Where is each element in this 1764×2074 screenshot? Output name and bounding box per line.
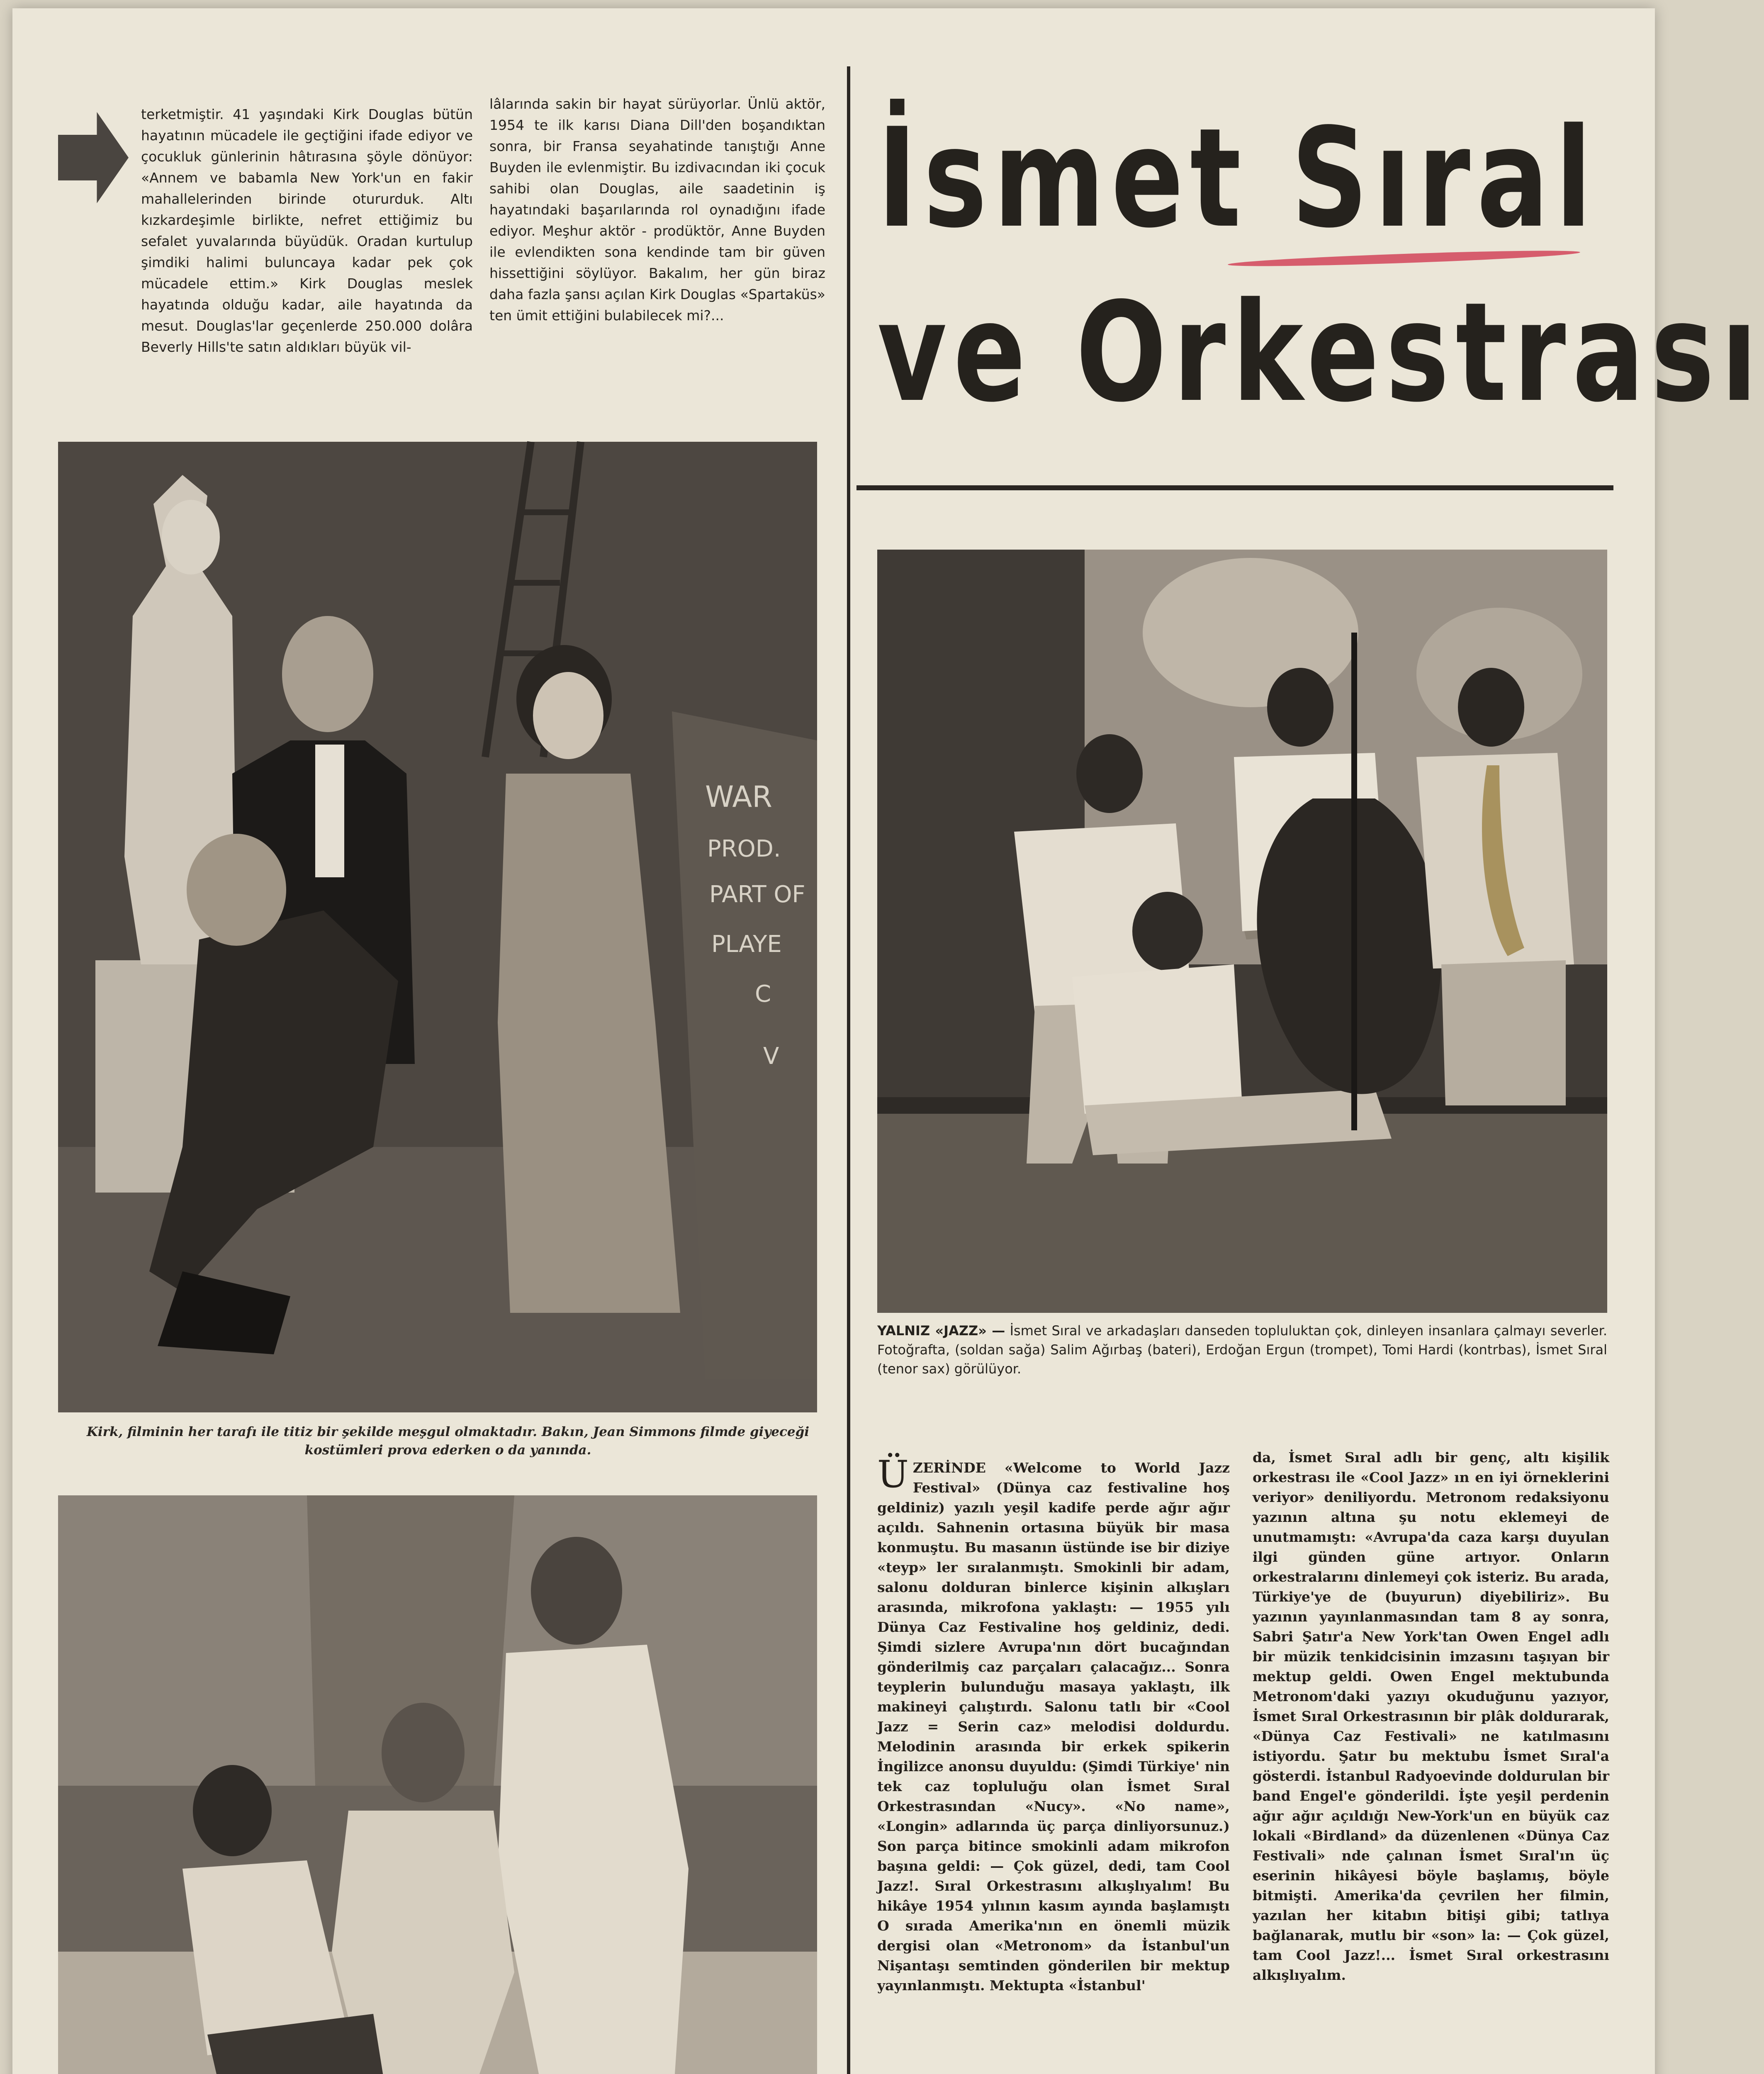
photo-jazz-band [877, 550, 1607, 1313]
board-text-3: PART OF [709, 881, 805, 908]
photo-caption-costume: Kirk, filminin her tarafı ile titiz bir şekilde meşgul olmaktadır. Bakın, Jean Simmons filmde giyeceği kostümleri prova ederken o da yanında. [86, 1424, 810, 1458]
caption-band-lead: YALNIZ «JAZZ» — [877, 1323, 1005, 1339]
vertical-column-rule [847, 66, 850, 2074]
board-text-2: PROD. [707, 835, 781, 862]
photo-set-conversation [58, 1495, 817, 2074]
photo-caption-band [877, 1321, 1607, 1378]
board-text-6: V [763, 1043, 779, 1070]
board-text-5: C [755, 981, 771, 1008]
caption-band-text: İsmet Sıral ve arkadaşları danseden topluluktan çok, dinleyen insanlara çalmayı severler. Fotoğrafta, (soldan sağa) Salim Ağırbaş (bateri), Erdoğan Ergun (trompet), Tomi Hardi (kontrbas), İsmet Sıral (tenor sax) görülüyor. [877, 1323, 1608, 1377]
headline-line-1: İsmet Sıral [877, 99, 1599, 258]
board-text-1: WAR [705, 780, 772, 814]
article-column-1 [877, 1453, 1230, 1996]
arrow-marker-icon [58, 112, 129, 203]
headline-line-2: ve Orkestrası [877, 273, 1764, 432]
horizontal-rule [856, 485, 1613, 490]
photo-jazz-band-image [877, 550, 1607, 1313]
photo-costume-fitting-image [58, 442, 817, 1412]
board-text-4: PLAYE [711, 931, 782, 958]
intro-column-right: lâlarında sakin bir hayat sürüyorlar. Ünlü aktör, 1954 te ilk karısı Diana Dill'den boşandıktan sonra, bir Fransa seyahatinde tanıştığı Anne Buyden ile evlenmiştir. Bu izdivacından iki çocuk sahibi olan Douglas, aile saadetinin iş hayatındaki başarılarında rol oynadığını ifade ediyor. Meşhur aktör - prodüktör, Anne Buyden ile evlendikten sona kendinde tam bir güven hissettiğini söylüyor. Bakalım, her gün biraz daha fazla şansı açılan Kirk Douglas «Spartaküs» ten ümit ettiğini bulabilecek mi?... [489, 96, 825, 324]
intro-column-left: terketmiştir. 41 yaşındaki Kirk Douglas bütün hayatının mücadele ile geçtiğini ifade ediyor ve çocukluk günlerinin hâtırasına şöyle dönüyor: «Annem ve babamla New York'un en fakir mahallelerinden birinde otururduk. Altı kızkardeşimle birlikte, nefret ettiğimiz bu sefalet yuvalarında büyüdük. Oradan kurtulup şimdiki halimi buluncaya kadar pek çok mücadele ettim.» Kirk Douglas meslek hayatında olduğu kadar, aile hayatında da mesut. Douglas'lar geçenlerde 250.000 dolâra Beverly Hills'te satın aldıkları büyük vil- [141, 106, 473, 355]
newspaper-page [12, 8, 1764, 2074]
photo-costume-fitting [58, 442, 817, 1412]
article-column-2-text: da, İsmet Sıral adlı bir genç, altı kişilik orkestrası ile «Cool Jazz» ın en iyi örneklerini veriyor» deniliyordu. Metronom redaksiyonu yazının altına şu notu eklemeyi de unutmamıştı: «Avrupa'da caza karşı duyulan ilgi günden güne artıyor. Onların orkestralarını dinlemeyi çok isteriz. Bu arada, Türkiye'ye de (buyurun) diyebiliriz». Bu yazının yayınlanmasından tam 8 ay sonra, Sabri Şatır'a New York'tan Owen Engel adlı bir müzik tenkidcisinin imzasını taşıyan bir mektup geldi. Owen Engel mektubunda Metronom'daki yazıyı okuduğunu yazıyor, İsmet Sıral Orkestrasının bir plâk doldurarak, «Dünya Caz Festivali» ne katılmasını istiyordu. Şatır bu mektubu İsmet Sıral'a gösterdi. İstanbul Radyoevinde doldurulan bir band Engel'e gönderildi. İşte yeşil perdenin ağır ağır açıldığı New-York'un en büyük caz lokali «Birdland» da düzenlenen «Dünya Caz Festivali» nde çalınan İsmet Sıral'ın üç eserinin hikâyesi böyle başlamış, böyle bitmişti. Amerika'da çevrilen her filmin, yazılan her kitabın bitişi gibi; tatlıya bağlanarak, mutlu bir «son» la: — Çok güzel, tam Cool Jazz!... İsmet Sıral orkestrasını alkışlıyalım. [1253, 1449, 1609, 1983]
photo-set-conversation-image [58, 1495, 817, 2074]
article-column-1-text: ZERİNDE «Welcome to World Jazz Festival» (Dünya caz festivaline hoş geldiniz) yazılı yeşil kadife perde ağır ağır açıldı. Sahnenin ortasına büyük bir masa konmuştu. Bu masanın üstünde ise bir diziye «teyp» ler sıralanmıştı. Smokinli bir adam, salonu dolduran binlerce kişinin alkışları arasında, mikrofona yaklaştı: — 1955 yılı Dünya Caz Festivaline hoş geldiniz, dedi. Şimdi sizlere Avrupa'nın dört bucağından gönderilmiş caz parçaları çalacağız... Sonra teyplerin bulunduğu masaya yaklaştı, ilk makineyi çalıştırdı. Salonu tatlı bir «Cool Jazz = Serin caz» melodisi doldurdu. Melodinin arasında bir erkek spikerin İngilizce anonsu duyuldu: (Şimdi Türkiye' nin tek caz topluluğu olan İsmet Sıral Orkestrasından «Nucy». «No name», «Longin» adlarında üç parça dinliyorsunuz.) Son parça bitince smokinli adam mikrofon başına geldi: — Çok güzel, dedi, tam Cool Jazz!. Sıral Orkestrasını alkışlıyalım! Bu hikâye 1954 yılının kasım ayında başlamıştı O sırada Amerika'nın en önemli müzik dergisi olan «Metronom» da İstanbul'un Nişantaşı semtinden gönderilen bir mektup yayınlanmıştı. Mektupta «İstanbul' [877, 1460, 1230, 1994]
article-column-2 [1253, 1448, 1609, 1985]
drop-cap: Ü [877, 1453, 909, 1496]
